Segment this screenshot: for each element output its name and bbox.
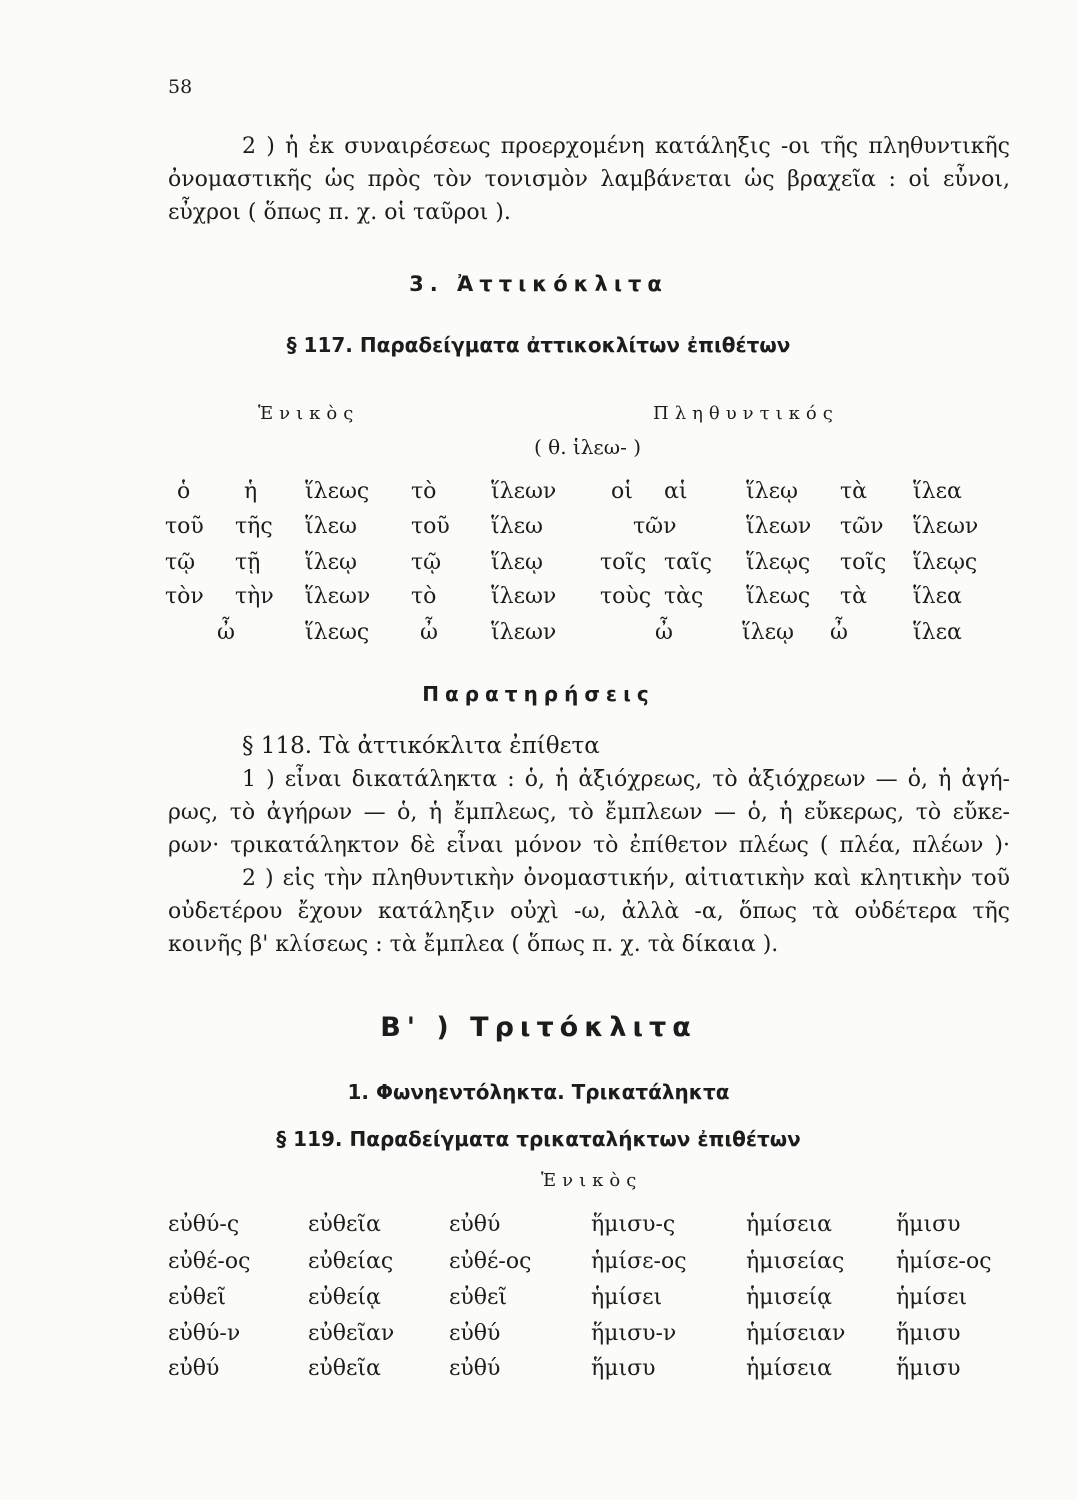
table-cell: ὦ: [420, 620, 438, 645]
table-cell: ἵλεων: [491, 479, 557, 504]
table-cell: ἵλεῳ: [742, 620, 794, 645]
table-cell: ἵλεων: [491, 584, 557, 609]
paragraph-118-line: 1 ) εἶναι δικατάληκτα : ὁ, ἡ ἀξιόχρεως, τὸ ἀξιόχρεων — ὁ, ἡ ἀγή-: [242, 767, 1010, 792]
table-cell: τὰς: [664, 584, 704, 609]
table-cell: εὐθεῖ: [168, 1285, 227, 1310]
table-cell: τῇ: [235, 550, 261, 575]
table-cell: ἥμισυ-ς: [591, 1212, 676, 1237]
table-cell: ἥμισυ: [896, 1212, 961, 1237]
table-cell: τὸ: [411, 479, 437, 504]
table-cell: αἱ: [664, 479, 688, 504]
table-cell: τῷ: [165, 550, 196, 575]
table-cell: ἡμίσεια: [746, 1356, 833, 1381]
table-cell: ἥμισυ-ν: [591, 1321, 677, 1346]
table-cell: ἵλεα: [913, 479, 962, 504]
table-cell: τοῖς: [840, 550, 887, 575]
table-cell: εὐθύ: [449, 1321, 501, 1346]
table-cell: εὐθύ-ς: [168, 1212, 240, 1237]
table-cell: ἵλεῳς: [913, 550, 978, 575]
table-cell: ἵλεων: [305, 584, 371, 609]
table-cell: ἵλεα: [913, 620, 962, 645]
table-cell: εὐθεῖ: [449, 1285, 508, 1310]
table-cell: τοῦ: [165, 514, 204, 539]
table-cell: ἵλεως: [305, 479, 370, 504]
paragraph-118-line: 2 ) εἰς τὴν πληθυντικὴν ὀνομαστικήν, αἰτιατικὴν καὶ κλητικὴν τοῦ: [242, 866, 1010, 891]
paragraph-117-heading: § 117. Παραδείγματα ἀττικοκλίτων ἐπιθέτων: [286, 333, 791, 357]
theme-label: ( θ. ἱλεω- ): [534, 435, 642, 459]
table-cell: τῶν: [633, 514, 677, 539]
table-cell: ἵλεων: [913, 514, 979, 539]
table-cell: ταῖς: [664, 550, 712, 575]
table-cell: ἡμίσει: [896, 1285, 968, 1310]
intro-paragraph: [168, 130, 1010, 229]
remarks-heading: Παρατηρήσεις: [422, 682, 655, 706]
table-cell: ὦ: [830, 620, 848, 645]
table-cell: εὐθεῖα: [308, 1212, 381, 1237]
table-cell: εὐθύ: [449, 1212, 501, 1237]
intro-line-1: 2 ) ἡ ἐκ συναιρέσεως προερχομένη κατάληξις -οι τῆς πληθυντικῆς: [242, 134, 1010, 159]
table-cell: ἡμίσε-ος: [896, 1249, 992, 1274]
table-cell: ἥμισυ: [896, 1356, 961, 1381]
table-cell: εὐθύ-ν: [168, 1321, 241, 1346]
table-cell: εὐθεῖαν: [308, 1321, 395, 1346]
table-cell: εὐθείας: [308, 1249, 394, 1274]
table-cell: εὐθείᾳ: [308, 1285, 381, 1310]
table-cell: τὸ: [411, 584, 437, 609]
table-cell: ἡ: [244, 479, 258, 504]
intro-line-3: εὖχροι ( ὅπως π. χ. οἱ ταῦροι ).: [168, 200, 511, 225]
table-cell: τοῦ: [411, 514, 450, 539]
table-cell: ἥμισυ: [896, 1321, 961, 1346]
table-cell: τὰ: [840, 584, 868, 609]
third-declension-heading: Β' ) Τριτόκλιτα: [380, 1012, 697, 1043]
table-cell: ὦ: [655, 620, 673, 645]
table-cell: ἵλεῳ: [491, 550, 543, 575]
table-cell: ὦ: [217, 620, 235, 645]
table-cell: τῆς: [235, 514, 273, 539]
table-cell: τῷ: [411, 550, 442, 575]
table-cell: τοῖς: [600, 550, 647, 575]
singular-label: Ἑνικὸς: [258, 403, 360, 424]
table-cell: ἵλεων: [491, 620, 557, 645]
table-cell: ἵλεω: [305, 514, 357, 539]
table-cell: ἵλεως: [305, 620, 370, 645]
table-cell: ἡμίσεια: [746, 1212, 833, 1237]
table-cell: εὐθύ: [168, 1356, 220, 1381]
table-cell: τῶν: [840, 514, 884, 539]
plural-label: Πληθυντικός: [653, 403, 839, 424]
paragraph-118-line: ρων· τρικατάληκτον δὲ εἶναι μόνον τὸ ἐπίθετον πλέως ( πλέα, πλέων )·: [168, 833, 1010, 858]
section-heading-attic: 3. Ἀττικόκλιτα: [409, 272, 668, 296]
intro-line-2: ὀνομαστικῆς ὡς πρὸς τὸν τονισμὸν λαμβάνεται ὡς βραχεῖα : οἱ εὖνοι,: [168, 167, 1010, 192]
paragraph-118: [168, 730, 1010, 961]
table-cell: ἡμισείας: [746, 1249, 845, 1274]
paragraph-118-line: ρως, τὸ ἀγήρων — ὁ, ἡ ἔμπλεως, τὸ ἔμπλεων — ὁ, ἡ εὔκερως, τὸ εὔκε-: [168, 800, 1010, 825]
table-cell: ἵλεως: [746, 584, 811, 609]
page-number: 58: [168, 76, 193, 98]
singular-label-119: Ἑνικὸς: [541, 1170, 643, 1191]
table-cell: ἵλεω: [491, 514, 543, 539]
table-cell: ἵλεῳ: [305, 550, 357, 575]
table-cell: ἡμίσε-ος: [591, 1249, 687, 1274]
table-cell: ἥμισυ: [591, 1356, 656, 1381]
table-cell: ὁ: [177, 479, 191, 504]
table-cell: τοὺς: [600, 584, 652, 609]
table-cell: ἵλεῳ: [746, 479, 798, 504]
table-cell: τὴν: [235, 584, 274, 609]
table-cell: εὐθύ: [449, 1356, 501, 1381]
table-cell: ἡμισείᾳ: [746, 1285, 833, 1310]
table-cell: εὐθεῖα: [308, 1356, 381, 1381]
table-cell: ἵλεῳς: [746, 550, 811, 575]
vowel-stem-subheading: 1. Φωνηεντόληκτα. Τρικατάληκτα: [347, 1080, 730, 1104]
paragraph-118-line: οὐδετέρου ἔχουν κατάληξιν οὐχὶ -ω, ἀλλὰ -α, ὅπως τὰ οὐδέτερα τῆς: [168, 899, 1010, 924]
paragraph-119-heading: § 119. Παραδείγματα τρικαταλήκτων ἐπιθέτων: [276, 1127, 801, 1151]
table-cell: εὐθέ-ος: [168, 1249, 251, 1274]
table-cell: ἵλεα: [913, 584, 962, 609]
paragraph-118-title: § 118. Τὰ ἀττικόκλιτα ἐπίθετα: [242, 733, 600, 759]
table-cell: ἡμίσειαν: [746, 1321, 846, 1346]
table-cell: ἡμίσει: [591, 1285, 663, 1310]
table-cell: τὸν: [165, 584, 204, 609]
paragraph-118-line: κοινῆς β' κλίσεως : τὰ ἔμπλεα ( ὅπως π. χ. τὰ δίκαια ).: [168, 932, 779, 957]
table-cell: τὰ: [840, 479, 868, 504]
table-cell: οἱ: [611, 479, 633, 504]
table-cell: ἵλεων: [746, 514, 812, 539]
table-cell: εὐθέ-ος: [449, 1249, 532, 1274]
